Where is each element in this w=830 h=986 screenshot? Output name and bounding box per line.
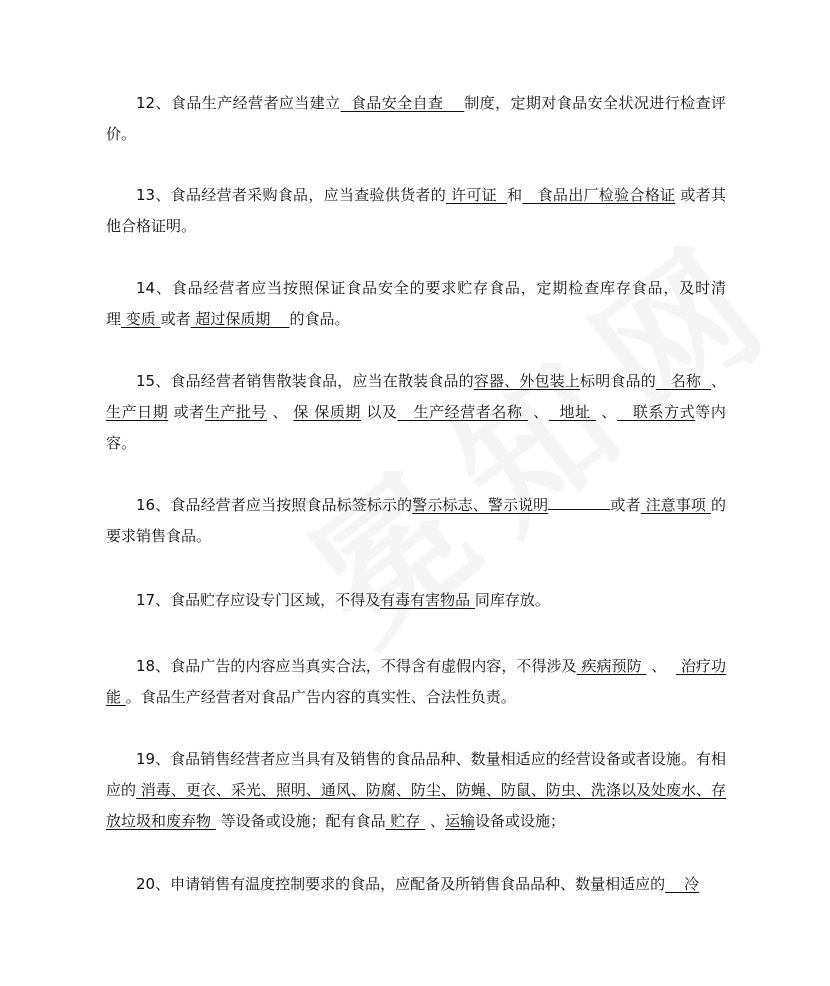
answer-blank: 生产批号 — [204, 403, 268, 421]
answer-blank: 食品安全自查 — [350, 94, 444, 112]
answer-blank: 保 保质期 — [293, 403, 361, 421]
answer-blank: 疾病预防 — [581, 657, 642, 675]
question-20 — [106, 869, 726, 900]
answer-blank: 联系方式 — [632, 403, 696, 421]
answer-blank: 地址 — [559, 403, 591, 421]
answer-blank: 消毒、更衣、采光、照明、通风、防腐、防尘、防蝇、防鼠、防虫、洗涤以及处废水、存放垃圾和废弃物 — [106, 781, 726, 830]
question-text: 同库存放。 — [474, 591, 550, 609]
question-15: 15、食品经营者销售散装食品，应当在散装食品的容器、外包装上标明食品的 名称 、生产日期 或者生产批号 、 保 保质期 以及 生产经营者名称 、 地址 、 联系方式等内容。 — [106, 372, 726, 452]
question-text: 19、食品销售经营者应当具有及销售的食品品种、数量相适应的经营设备或者设施。有相应的 — [106, 750, 726, 799]
answer-blank-line — [548, 491, 610, 510]
question-13 — [106, 180, 726, 242]
question-text: 16、食品经营者应当按照食品标签标示的 — [136, 496, 413, 514]
question-text: 设备或设施； — [474, 812, 565, 830]
question-text: 的食品。 — [289, 310, 350, 328]
question-text: 14、食品经营者应当按照保证食品安全的要求贮存食品，定期检查库存食品，及时清理 — [106, 279, 726, 328]
question-text: 等设备或设施；配有食品 — [220, 812, 386, 830]
question-text: 或者其他合格证明。 — [106, 186, 726, 235]
answer-blank: 运输 — [444, 812, 475, 830]
answer-blank: 注意事项 — [645, 496, 707, 514]
question-text: 15、食品经营者销售散装食品，应当在散装食品的 — [136, 372, 474, 390]
question-text: 12、食品生产经营者应当建立 — [136, 94, 341, 112]
question-text: 18、食品广告的内容应当真实合法，不得含有虚假内容，不得涉及 — [136, 657, 577, 675]
question-text: 标明食品的 — [580, 372, 656, 390]
answer-blank: 生产日期 — [106, 403, 169, 421]
answer-blank: 容器、外包装上 — [473, 372, 581, 390]
question-text: 20、申请销售有温度控制要求的食品，应配备及所销售食品品种、数量相适应的 — [136, 875, 666, 893]
question-text: 和 — [507, 186, 523, 204]
question-text: 17、食品贮存应设专门区域，不得及 — [136, 591, 381, 609]
question-12 — [106, 88, 726, 150]
answer-blank: 食品出厂检验合格证 — [537, 186, 676, 204]
answer-blank: 生产经营者名称 — [413, 403, 523, 421]
question-text: 。食品生产经营者对食品广告内容的真实性、合法性负责。 — [125, 688, 516, 706]
question-19: 19、食品销售经营者应当具有及销售的食品品种、数量相适应的经营设备或者设施。有相应的 消毒、更衣、采光、照明、通风、防腐、防尘、防蝇、防鼠、防虫、洗涤以及处废水、存放垃圾和废弃物 等设备或设施；配有食品 贮存 、运输设备或设施； — [106, 750, 726, 830]
question-18: 18、食品广告的内容应当真实合法，不得含有虚假内容，不得涉及 疾病预防 、 治疗功能 。食品生产经营者对食品广告内容的真实性、合法性负责。 — [106, 657, 726, 706]
answer-blank: 有毒有害物品 — [380, 591, 471, 609]
question-text: 的要求销售食品。 — [106, 496, 726, 545]
answer-blank: 许可证 — [451, 186, 497, 204]
answer-blank: 贮存 — [390, 812, 421, 830]
answer-blank: 治疗功能 — [106, 657, 726, 706]
question-text: 13、食品经营者采购食品，应当查验供货者的 — [136, 186, 447, 204]
question-text: 等内容。 — [106, 403, 726, 452]
question-text: 制度，定期对食品安全状况进行检查评价。 — [106, 94, 726, 143]
answer-blank: 变质 — [125, 310, 156, 328]
question-16 — [106, 490, 726, 552]
question-text: 或者 — [160, 310, 191, 328]
question-text: 或者 — [610, 496, 641, 514]
question-17 — [106, 585, 726, 616]
answer-blank: 冷 — [684, 875, 700, 893]
answer-blank: 超过保质期 — [195, 310, 271, 328]
answer-blank: 警示标志、警示说明 — [412, 496, 549, 514]
question-14 — [106, 273, 726, 335]
answer-blank: 名称 — [670, 372, 702, 390]
